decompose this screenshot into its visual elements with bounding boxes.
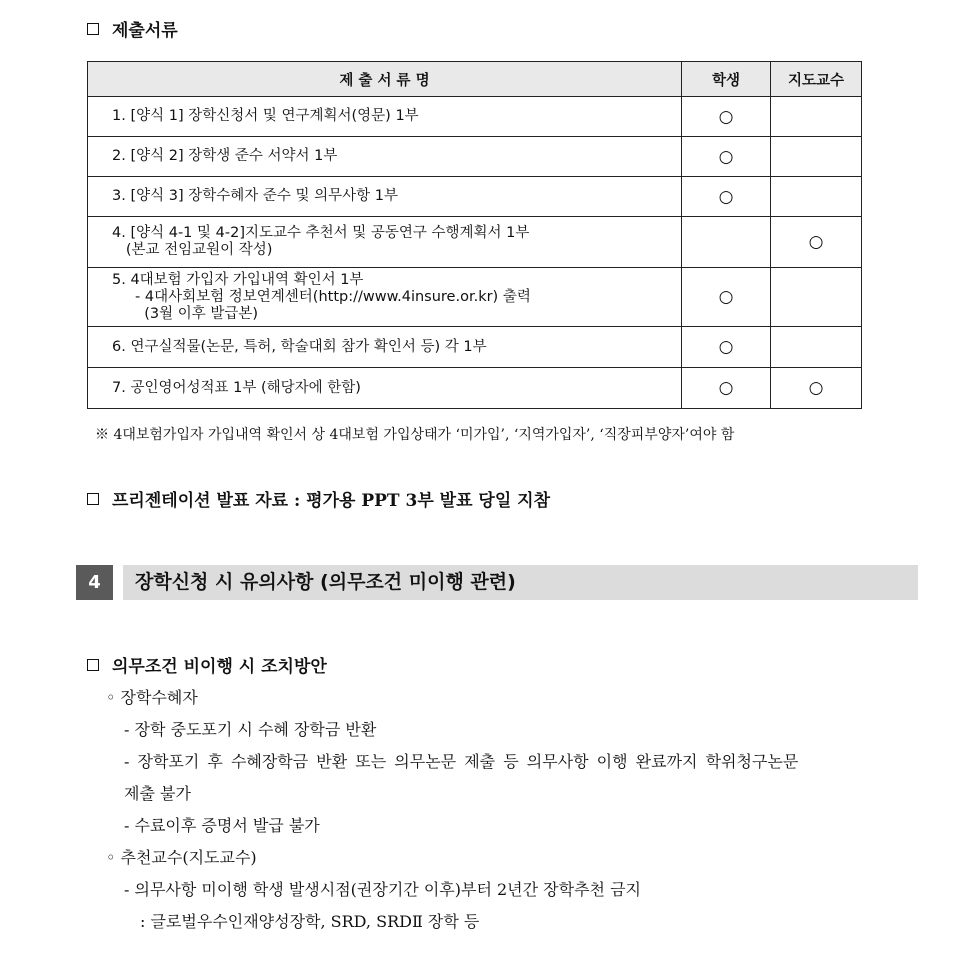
professor-mark	[771, 177, 862, 217]
student-mark: ○	[682, 137, 771, 177]
document-line: 7. 공인영어성적표 1부 (해당자에 한함)	[112, 379, 361, 396]
table-row	[88, 268, 862, 327]
document-subline: (3월 이후 발급본)	[112, 305, 259, 322]
professor-mark	[771, 137, 862, 177]
table-row	[88, 368, 862, 409]
student-mark: ○	[682, 268, 771, 327]
document-line: 3. [양식 3] 장학수혜자 준수 및 의무사항 1부	[112, 188, 398, 204]
header-professor: 지도교수	[771, 62, 862, 97]
recipient-item-continued: 제출 불가	[124, 784, 191, 803]
recipient-item: - 장학포기 후 수혜장학금 반환 또는 의무논문 제출 등 의무사항 이행 완료까지 학위청구논문	[124, 752, 799, 771]
professor-mark	[771, 268, 862, 327]
professor-mark	[771, 97, 862, 137]
checkbox-square-icon	[87, 659, 99, 671]
student-mark	[682, 217, 771, 268]
professor-item-detail: : 글로벌우수인재양성장학, SRD, SRDⅡ 장학 등	[140, 912, 480, 931]
document-name-cell	[88, 368, 682, 409]
document-name-cell	[88, 268, 682, 327]
table-row	[88, 177, 862, 217]
student-mark: ○	[682, 177, 771, 217]
documents-section-title: 제출서류	[112, 21, 178, 41]
table-row	[88, 217, 862, 268]
document-line: 2. [양식 2] 장학생 준수 서약서 1부	[112, 148, 338, 164]
measures-section-heading	[87, 652, 327, 677]
recipient-heading: ◦ 장학수혜자	[106, 688, 198, 707]
student-mark: ○	[682, 97, 771, 137]
professor-mark	[771, 327, 862, 368]
document-name-cell	[88, 97, 682, 137]
student-mark: ○	[682, 327, 771, 368]
document-line: 4. [양식 4-1 및 4-2]지도교수 추천서 및 공동연구 수행계획서 1부	[112, 225, 530, 241]
document-name-cell	[88, 327, 682, 368]
document-subline: - 4대사회보험 정보연계센터(http://www.4insure.or.kr) 출력	[112, 288, 531, 305]
document-line: 1. [양식 1] 장학신청서 및 연구계획서(영문) 1부	[112, 108, 419, 124]
professor-item: - 의무사항 미이행 학생 발생시점(권장기간 이후)부터 2년간 장학추천 금지	[124, 880, 641, 899]
table-row	[88, 97, 862, 137]
table-row	[88, 327, 862, 368]
document-name-cell	[88, 177, 682, 217]
professor-mark: ○	[771, 217, 862, 268]
documents-section-heading	[87, 16, 178, 41]
professor-mark: ○	[771, 368, 862, 409]
section-number-badge: 4	[76, 565, 113, 600]
insurance-note: ※ 4대보험가입자 가입내역 확인서 상 4대보험 가입상태가 ‘미가입’, ‘지역가입자’, ‘직장피부양자’여야 함	[95, 427, 735, 443]
professor-heading: ◦ 추천교수(지도교수)	[106, 848, 257, 867]
header-document-name: 제 출 서 류 명	[88, 62, 682, 97]
table-header-row	[88, 62, 862, 97]
section-banner-title: 장학신청 시 유의사항 (의무조건 미이행 관련)	[123, 565, 918, 600]
checkbox-square-icon	[87, 23, 99, 35]
document-name-cell	[88, 217, 682, 268]
checkbox-square-icon	[87, 493, 99, 505]
table-row	[88, 137, 862, 177]
recipient-item: - 장학 중도포기 시 수혜 장학금 반환	[124, 720, 377, 739]
presentation-section-heading	[87, 486, 550, 511]
presentation-section-title: 프리젠테이션 발표 자료 : 평가용 PPT 3부 발표 당일 지참	[112, 491, 551, 511]
document-line: 5. 4대보험 가입자 가입내역 확인서 1부	[112, 271, 364, 288]
documents-table	[87, 61, 862, 409]
header-student: 학생	[682, 62, 771, 97]
document-line: 6. 연구실적물(논문, 특허, 학술대회 참가 확인서 등) 각 1부	[112, 338, 487, 355]
document-subline: (본교 전임교원이 작성)	[112, 242, 273, 258]
student-mark: ○	[682, 368, 771, 409]
document-name-cell	[88, 137, 682, 177]
recipient-item: - 수료이후 증명서 발급 불가	[124, 816, 320, 835]
measures-section-title: 의무조건 비이행 시 조치방안	[112, 657, 327, 677]
